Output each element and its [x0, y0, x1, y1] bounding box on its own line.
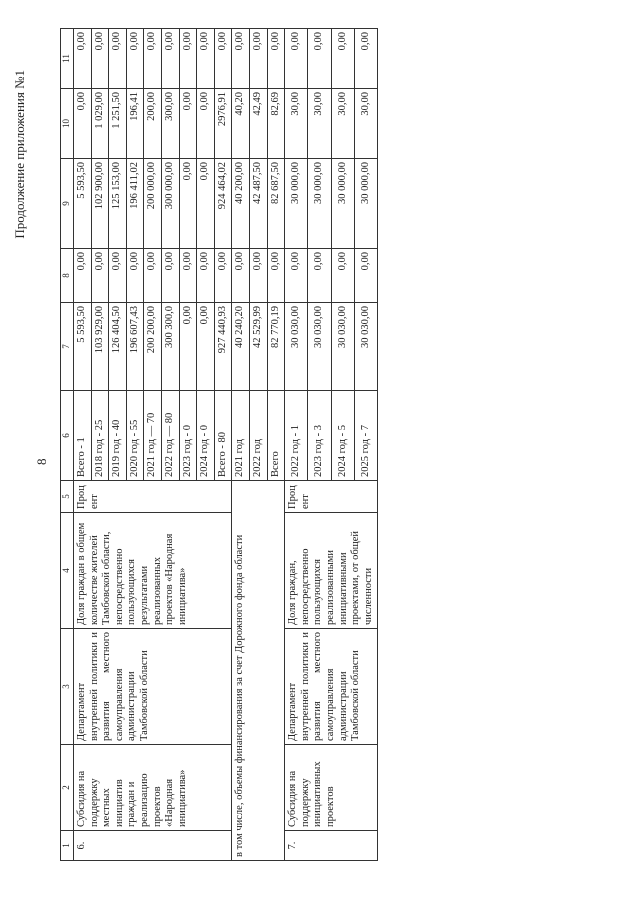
period-cell: 2020 год - 55	[126, 391, 144, 481]
amount-cell: 125 153,00	[109, 159, 127, 249]
table-row	[285, 29, 308, 861]
amount-cell: 0,00	[249, 29, 267, 89]
amount-cell: 196 607,43	[126, 303, 144, 391]
amount-cell: 0,00	[179, 29, 197, 89]
amount-cell: 0,00	[214, 29, 232, 89]
amount-cell: 30,00	[308, 89, 331, 159]
amount-cell: 0,00	[109, 249, 127, 303]
amount-cell: 30 030,00	[308, 303, 331, 391]
column-number: 3	[61, 629, 74, 745]
amount-cell: 0,00	[179, 249, 197, 303]
amount-cell: 0,00	[144, 29, 162, 89]
amount-cell: 0,00	[126, 249, 144, 303]
unit-cell: Процент	[74, 481, 232, 513]
document-title: Продолжение приложения №1	[12, 70, 27, 239]
measure-name: Субсидия на поддержку инициативных проектов	[285, 745, 378, 831]
amount-cell: 30 000,00	[354, 159, 377, 249]
amount-cell: 0,00	[179, 89, 197, 159]
column-number: 1	[61, 831, 74, 861]
unit-cell: Процент	[285, 481, 378, 513]
measure-name: Субсидия на поддержку местных инициатив граждан и реализацию проектов «Народная инициатива»	[74, 745, 232, 831]
amount-cell: 0,00	[91, 29, 109, 89]
amount-cell: 30,00	[354, 89, 377, 159]
amount-cell: 82,69	[267, 89, 285, 159]
table-row	[74, 29, 92, 861]
period-cell: 2022 год — 80	[161, 391, 179, 481]
amount-cell: 0,00	[267, 29, 285, 89]
amount-cell: 0,00	[144, 249, 162, 303]
amount-cell: 196 411,02	[126, 159, 144, 249]
amount-cell: 0,00	[197, 89, 215, 159]
amount-cell: 0,00	[126, 29, 144, 89]
amount-cell: 0,00	[267, 249, 285, 303]
amount-cell: 200 200,00	[144, 303, 162, 391]
column-number: 4	[61, 513, 74, 629]
amount-cell: 1 029,00	[91, 89, 109, 159]
amount-cell: 1 251,50	[109, 89, 127, 159]
period-cell: Всего - 80	[214, 391, 232, 481]
period-cell: 2022 год	[249, 391, 267, 481]
column-number: 2	[61, 745, 74, 831]
amount-cell: 30 000,00	[331, 159, 354, 249]
amount-cell: 0,00	[197, 303, 215, 391]
amount-cell: 200,00	[144, 89, 162, 159]
column-number: 11	[61, 29, 74, 89]
amount-cell: 42 487,50	[249, 159, 267, 249]
column-number: 7	[61, 303, 74, 391]
amount-cell: 0,00	[285, 249, 308, 303]
period-cell: 2023 год - 3	[308, 391, 331, 481]
amount-cell: 927 440,93	[214, 303, 232, 391]
amount-cell: 300 000,00	[161, 159, 179, 249]
road-fund-label: в том числе, объемы финансирования за счет Дорожного фонда области	[232, 481, 285, 861]
amount-cell: 2976,91	[214, 89, 232, 159]
amount-cell: 0,00	[197, 29, 215, 89]
amount-cell: 5 593,50	[74, 303, 92, 391]
amount-cell: 102 900,00	[91, 159, 109, 249]
responsible-department: Департамент внутренней политики и развития местного самоуправления администрации Тамбовской области	[74, 629, 232, 745]
amount-cell: 82 687,50	[267, 159, 285, 249]
indicator-text: Доля граждан, непосредственно пользующихся реализованными инициативными проектами, от общей численности	[285, 513, 378, 629]
amount-cell: 0,00	[74, 89, 92, 159]
amount-cell: 0,00	[179, 159, 197, 249]
amount-cell: 924 464,02	[214, 159, 232, 249]
amount-cell: 40 200,00	[232, 159, 250, 249]
amount-cell: 30 030,00	[285, 303, 308, 391]
period-cell: 2021 год	[232, 391, 250, 481]
column-number: 9	[61, 159, 74, 249]
amount-cell: 30 030,00	[331, 303, 354, 391]
amount-cell: 0,00	[109, 29, 127, 89]
amount-cell: 300,00	[161, 89, 179, 159]
amount-cell: 0,00	[354, 29, 377, 89]
amount-cell: 0,00	[197, 159, 215, 249]
amount-cell: 40,20	[232, 89, 250, 159]
amount-cell: 0,00	[354, 249, 377, 303]
amount-cell: 0,00	[161, 249, 179, 303]
column-number: 10	[61, 89, 74, 159]
amount-cell: 0,00	[74, 249, 92, 303]
column-number: 5	[61, 481, 74, 513]
amount-cell: 42,49	[249, 89, 267, 159]
amount-cell: 196,41	[126, 89, 144, 159]
amount-cell: 82 770,19	[267, 303, 285, 391]
amount-cell: 0,00	[249, 249, 267, 303]
amount-cell: 0,00	[308, 249, 331, 303]
column-number: 8	[61, 249, 74, 303]
column-number: 6	[61, 391, 74, 481]
amount-cell: 103 929,00	[91, 303, 109, 391]
period-cell: 2019 год - 40	[109, 391, 127, 481]
period-cell: 2018 год - 25	[91, 391, 109, 481]
amount-cell: 126 404,50	[109, 303, 127, 391]
amount-cell: 0,00	[331, 29, 354, 89]
period-cell: 2024 год - 0	[197, 391, 215, 481]
budget-table	[60, 28, 378, 861]
amount-cell: 0,00	[214, 249, 232, 303]
amount-cell: 300 300,0	[161, 303, 179, 391]
amount-cell: 30 030,00	[354, 303, 377, 391]
amount-cell: 40 240,20	[232, 303, 250, 391]
amount-cell: 0,00	[232, 249, 250, 303]
period-cell: 2024 год - 5	[331, 391, 354, 481]
period-cell: 2022 год - 1	[285, 391, 308, 481]
amount-cell: 0,00	[74, 29, 92, 89]
amount-cell: 0,00	[91, 249, 109, 303]
indicator-text: Доля граждан в общем количестве жителей Тамбовской области, непосредственно пользующихся результатами реализованных проектов «Народная инициатива»	[74, 513, 232, 629]
amount-cell: 5 593,50	[74, 159, 92, 249]
header-row	[61, 29, 74, 861]
amount-cell: 0,00	[285, 29, 308, 89]
page-number: 8	[34, 458, 49, 465]
amount-cell: 0,00	[308, 29, 331, 89]
amount-cell: 0,00	[331, 249, 354, 303]
responsible-department: Департамент внутренней политики и развития местного самоуправления администрации Тамбовской области	[285, 629, 378, 745]
period-cell: Всего - 1	[74, 391, 92, 481]
amount-cell: 0,00	[197, 249, 215, 303]
amount-cell: 30,00	[331, 89, 354, 159]
amount-cell: 0,00	[161, 29, 179, 89]
row-number: 7.	[285, 831, 378, 861]
amount-cell: 200 000,00	[144, 159, 162, 249]
table-row	[232, 29, 250, 861]
row-number: 6.	[74, 831, 232, 861]
amount-cell: 30 000,00	[285, 159, 308, 249]
amount-cell: 42 529,99	[249, 303, 267, 391]
amount-cell: 0,00	[232, 29, 250, 89]
period-cell: 2025 год - 7	[354, 391, 377, 481]
period-cell: 2021 год — 70	[144, 391, 162, 481]
period-cell: 2023 год - 0	[179, 391, 197, 481]
period-cell: Всего	[267, 391, 285, 481]
amount-cell: 30 000,00	[308, 159, 331, 249]
amount-cell: 30,00	[285, 89, 308, 159]
amount-cell: 0,00	[179, 303, 197, 391]
